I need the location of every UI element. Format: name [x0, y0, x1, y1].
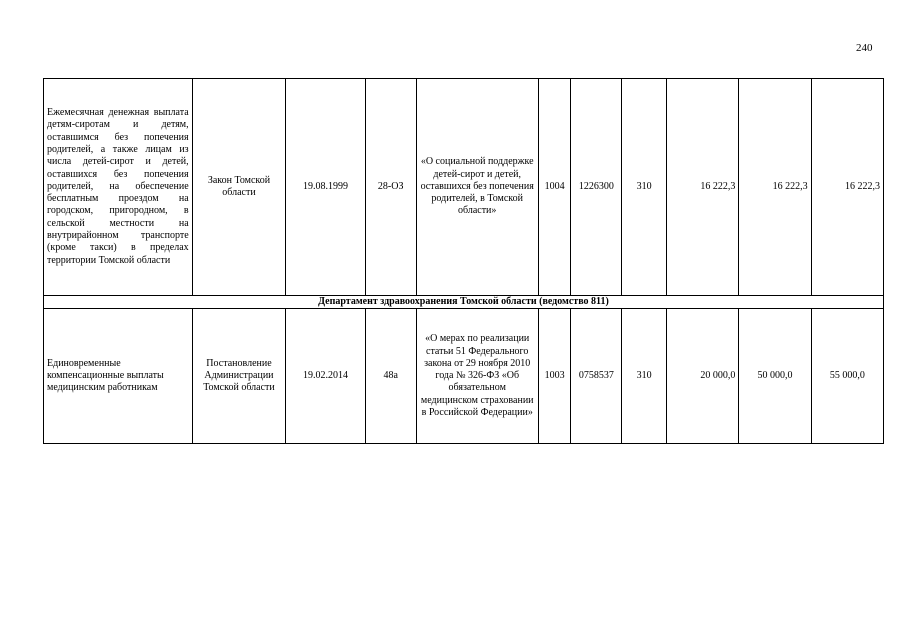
amount-year-3-cell: 16 222,3: [811, 79, 883, 296]
document-number-cell: 28-ОЗ: [365, 79, 416, 296]
expense-type-cell: 310: [622, 309, 667, 444]
document-type-cell: Постановление Администрации Томской области: [192, 309, 286, 444]
department-header-row: [44, 296, 884, 309]
payment-name-cell: Ежемесячная денежная выплата детям-сиротам и детям, оставшимся без попечения родителей, а также лицам из числа детей-сирот и детей, оставшихся без попечения родителей, на обеспечение бесплатным проездом на городском, пригородном, в сельской местности на внутрирайонном транспорте (кроме такси) в пределах территории Томской области: [44, 79, 193, 296]
table-row: [44, 309, 884, 444]
amount-year-3-cell: 55 000,0: [811, 309, 883, 444]
amount-year-2-cell: 50 000,0: [739, 309, 811, 444]
document-number-cell: 48а: [365, 309, 416, 444]
department-header: Департамент здравоохранения Томской области (ведомство 811): [44, 296, 884, 309]
amount-year-1-cell: 20 000,0: [667, 309, 739, 444]
document-title-cell: «О социальной поддержке детей-сирот и детей, оставшихся без попечения родителей, в Томской области»: [416, 79, 538, 296]
amount-year-2-cell: 16 222,3: [739, 79, 811, 296]
document-date-cell: 19.08.1999: [286, 79, 365, 296]
expense-type-cell: 310: [622, 79, 667, 296]
document-date-cell: 19.02.2014: [286, 309, 365, 444]
page-number: 240: [856, 42, 873, 54]
amount-year-1-cell: 16 222,3: [667, 79, 739, 296]
table-row: [44, 79, 884, 296]
payment-name-cell: Единовременные компенсационные выплаты медицинским работникам: [44, 309, 193, 444]
section-code-cell: 1004: [538, 79, 571, 296]
section-code-cell: 1003: [538, 309, 571, 444]
document-type-cell: Закон Томской области: [192, 79, 286, 296]
budget-obligations-table: [43, 78, 884, 444]
document-title-cell: «О мерах по реализации статьи 51 Федерального закона от 29 ноября 2010 года № 326-ФЗ «Об обязательном медицинском страховании в Российской Федерации»: [416, 309, 538, 444]
target-code-cell: 1226300: [571, 79, 622, 296]
target-code-cell: 0758537: [571, 309, 622, 444]
